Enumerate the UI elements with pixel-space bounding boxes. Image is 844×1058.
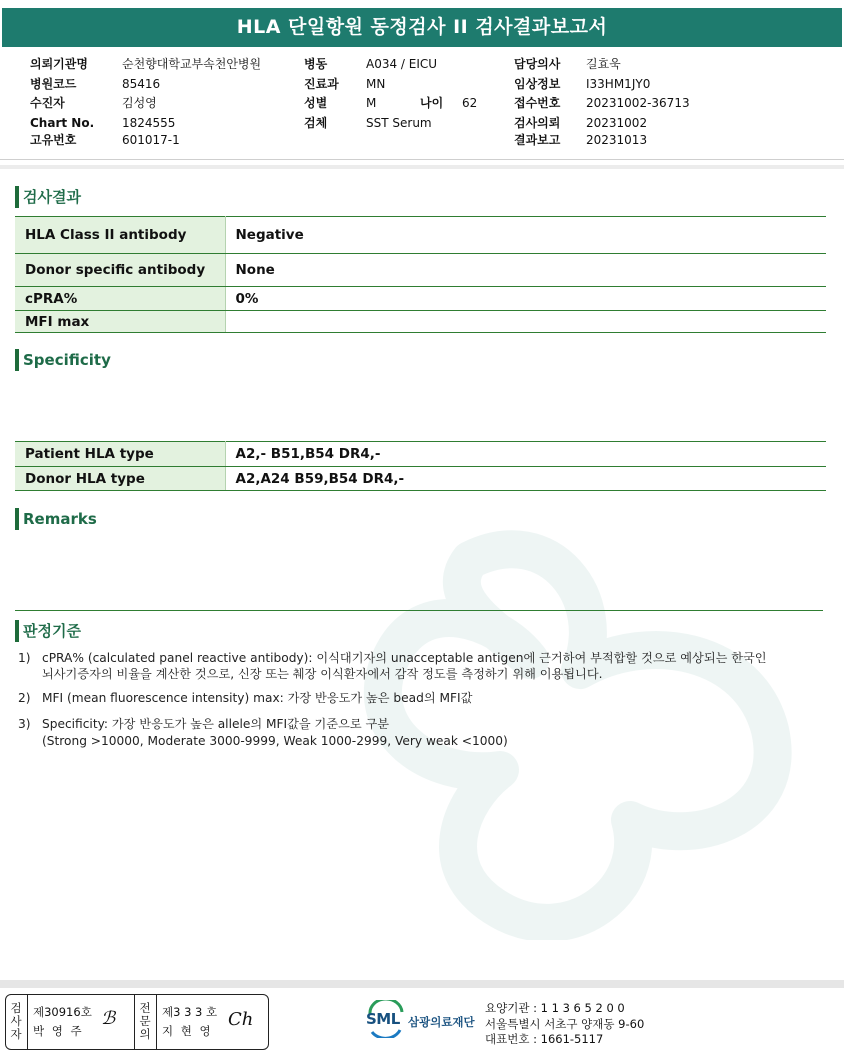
value: 길효욱 — [586, 57, 621, 71]
result-value: Negative — [225, 217, 826, 254]
age-label: 나이 — [420, 96, 444, 110]
section-specificity-heading: Specificity — [15, 349, 111, 371]
result-value — [225, 311, 826, 333]
section-remarks-heading: Remarks — [15, 508, 97, 530]
section-criteria-heading: 판정기준 — [15, 620, 81, 642]
value: 김성영 — [122, 96, 157, 110]
value: 20231002-36713 — [586, 96, 690, 110]
result-key: cPRA% — [15, 287, 225, 311]
divider — [27, 995, 28, 1049]
label: 병원코드 — [30, 76, 77, 91]
info-col2 — [304, 55, 477, 133]
table-row — [15, 442, 826, 467]
value: MN — [366, 76, 386, 91]
label: 접수번호 — [514, 96, 561, 110]
signature-box — [5, 994, 269, 1050]
report-title: HLA 단일항원 동정검사 II 검사결과보고서 — [2, 8, 842, 47]
hla-value: A2,A24 B59,B54 DR4,- — [225, 467, 826, 491]
table-row — [15, 467, 826, 491]
value: M — [366, 96, 377, 110]
result-value: None — [225, 254, 826, 287]
signer1-license: 제30916호 — [33, 1005, 92, 1019]
label: 성별 — [304, 96, 328, 110]
label: 임상정보 — [514, 76, 561, 91]
signer2-signature: Ch — [228, 1009, 254, 1030]
value: I33HM1JY0 — [586, 76, 651, 91]
logo-name: 삼광의료재단 — [408, 1015, 475, 1029]
value: 1824555 — [122, 115, 176, 130]
result-key: Donor specific antibody — [15, 254, 225, 287]
org-line: 서울특별시 서초구 양재동 9-60 — [485, 1016, 645, 1031]
criteria-number: 2) — [18, 691, 31, 705]
hla-key: Donor HLA type — [15, 467, 225, 491]
org-line: 대표번호 : 1661-5117 — [485, 1032, 604, 1046]
label: 검사의뢰 — [514, 115, 561, 130]
table-row — [15, 254, 826, 287]
table-row — [15, 217, 826, 254]
result-table — [15, 216, 826, 333]
criteria-number: 1) — [18, 651, 31, 665]
signer1-name: 박 영 주 — [33, 1024, 84, 1038]
label: 검체 — [304, 115, 328, 130]
org-line: 요양기관 : 1 1 3 6 5 2 0 0 — [485, 1001, 625, 1015]
criteria-text: 뇌사기증자의 비율을 계산한 것으로, 신장 또는 췌장 이식환자에서 감작 정도를 측정하기 위해 이용됩니다. — [42, 667, 603, 681]
result-key: MFI max — [15, 311, 225, 333]
label-char: 문 — [139, 1014, 151, 1028]
label-char: 의 — [139, 1027, 151, 1041]
info-col3 — [514, 55, 690, 151]
org-info — [485, 1001, 644, 1048]
hla-table — [15, 441, 826, 491]
signer-label — [8, 1002, 24, 1041]
criteria-text: cPRA% (calculated panel reactive antibody): 이식대기자의 unacceptable antigen에 근거하여 부적합할 것으로 예상되는 한국인 — [42, 651, 767, 665]
signer1-signature: ℬ — [101, 1008, 116, 1029]
signer-label — [137, 1002, 153, 1041]
value: 20231002 — [586, 115, 648, 130]
label-char: 사 — [10, 1014, 22, 1028]
criteria-text: MFI (mean fluorescence intensity) max: 가장 반응도가 높은 bead의 MFI값 — [42, 691, 473, 705]
age-value: 62 — [462, 96, 478, 110]
criteria-text: Specificity: 가장 반응도가 높은 allele의 MFI값을 기준으로 구분 — [42, 717, 390, 731]
section-result-heading: 검사결과 — [15, 186, 81, 208]
value: 20231013 — [586, 133, 648, 147]
footer-band — [0, 980, 844, 988]
table-row — [15, 287, 826, 311]
divider — [0, 159, 844, 160]
value: 85416 — [122, 76, 161, 91]
label: 고유번호 — [30, 133, 77, 147]
divider — [0, 165, 844, 169]
value: A034 / EICU — [366, 57, 438, 71]
signer2-name: 지 현 영 — [162, 1024, 213, 1038]
hla-value: A2,- B51,B54 DR4,- — [225, 442, 826, 467]
label: Chart No. — [30, 115, 95, 130]
criteria-number: 3) — [18, 717, 31, 731]
value: 순천향대학교부속천안병원 — [122, 57, 262, 71]
hla-key: Patient HLA type — [15, 442, 225, 467]
logo-text: SML — [366, 1010, 400, 1028]
watermark-logo-icon — [350, 520, 844, 940]
result-key: HLA Class II antibody — [15, 217, 225, 254]
value: 601017-1 — [122, 133, 180, 147]
criteria-text: (Strong >10000, Moderate 3000-9999, Weak 1000-2999, Very weak <1000) — [42, 734, 508, 748]
label: 결과보고 — [514, 133, 561, 147]
divider — [156, 995, 157, 1049]
label: 수진자 — [30, 96, 65, 110]
label-char: 검 — [10, 1001, 22, 1015]
divider — [15, 610, 823, 611]
info-col1 — [30, 55, 261, 151]
divider — [134, 995, 135, 1049]
label-char: 자 — [10, 1027, 22, 1041]
table-row — [15, 311, 826, 333]
label: 병동 — [304, 57, 328, 71]
result-value: 0% — [225, 287, 826, 311]
label: 진료과 — [304, 76, 339, 91]
value: SST Serum — [366, 115, 432, 130]
label: 담당의사 — [514, 57, 561, 71]
label: 의뢰기관명 — [30, 57, 88, 71]
label-char: 전 — [139, 1001, 151, 1015]
signer2-license: 제3 3 3 호 — [162, 1005, 218, 1019]
